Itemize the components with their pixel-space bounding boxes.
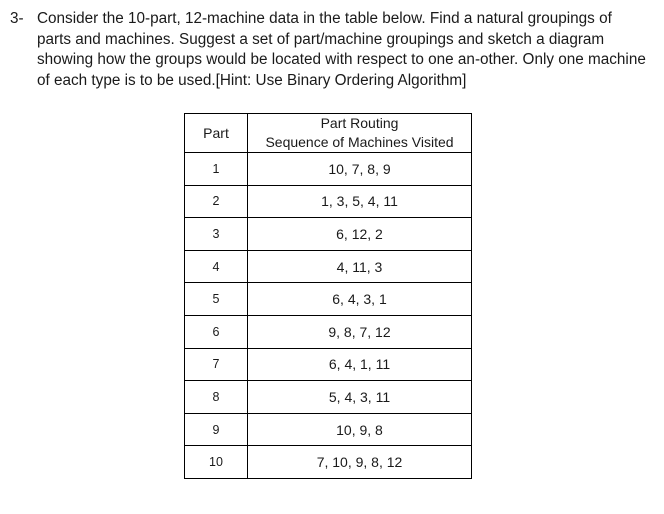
table-row bbox=[185, 250, 472, 283]
part-number-cell: 8 bbox=[185, 381, 248, 414]
part-number-cell: 1 bbox=[185, 153, 248, 186]
question-block bbox=[10, 9, 650, 91]
machine-sequence-cell: 6, 4, 3, 1 bbox=[248, 283, 472, 316]
machine-sequence-cell: 10, 7, 8, 9 bbox=[248, 153, 472, 186]
table-row bbox=[185, 218, 472, 251]
part-number-cell: 10 bbox=[185, 446, 248, 479]
machine-sequence-cell: 4, 11, 3 bbox=[248, 250, 472, 283]
part-number-cell: 2 bbox=[185, 185, 248, 218]
machine-sequence-cell: 1, 3, 5, 4, 11 bbox=[248, 185, 472, 218]
part-routing-table bbox=[184, 113, 472, 479]
table-row bbox=[185, 153, 472, 186]
machine-sequence-cell: 9, 8, 7, 12 bbox=[248, 315, 472, 348]
table-row bbox=[185, 381, 472, 414]
table-row bbox=[185, 446, 472, 479]
part-number-cell: 6 bbox=[185, 315, 248, 348]
machine-sequence-cell: 6, 4, 1, 11 bbox=[248, 348, 472, 381]
table-row bbox=[185, 315, 472, 348]
part-number-cell: 3 bbox=[185, 218, 248, 251]
part-number-cell: 5 bbox=[185, 283, 248, 316]
part-routing-group-header: Part Routing bbox=[320, 115, 399, 131]
part-column-header: Part bbox=[185, 114, 248, 153]
part-number-cell: 9 bbox=[185, 413, 248, 446]
machine-sequence-cell: 5, 4, 3, 11 bbox=[248, 381, 472, 414]
machine-sequence-cell: 10, 9, 8 bbox=[248, 413, 472, 446]
part-number-cell: 7 bbox=[185, 348, 248, 381]
question-number: 3- bbox=[10, 10, 24, 27]
table-row bbox=[185, 283, 472, 316]
table-row bbox=[185, 185, 472, 218]
machine-sequence-cell: 6, 12, 2 bbox=[248, 218, 472, 251]
table-row bbox=[185, 348, 472, 381]
part-number-cell: 4 bbox=[185, 250, 248, 283]
question-text: Consider the 10-part, 12-machine data in the table below. Find a natural groupings of parts and machines. Suggest a set of part/machine groupings and sketch a diagram showing how the groups would be located with respect to one an-other. Only one machine of each type is to be used.[Hint: Use Binary Ordering Algorithm] bbox=[37, 10, 646, 89]
sequence-column-header bbox=[248, 114, 472, 153]
sequence-column-label: Sequence of Machines Visited bbox=[265, 134, 454, 150]
table-row bbox=[185, 413, 472, 446]
machine-sequence-cell: 7, 10, 9, 8, 12 bbox=[248, 446, 472, 479]
